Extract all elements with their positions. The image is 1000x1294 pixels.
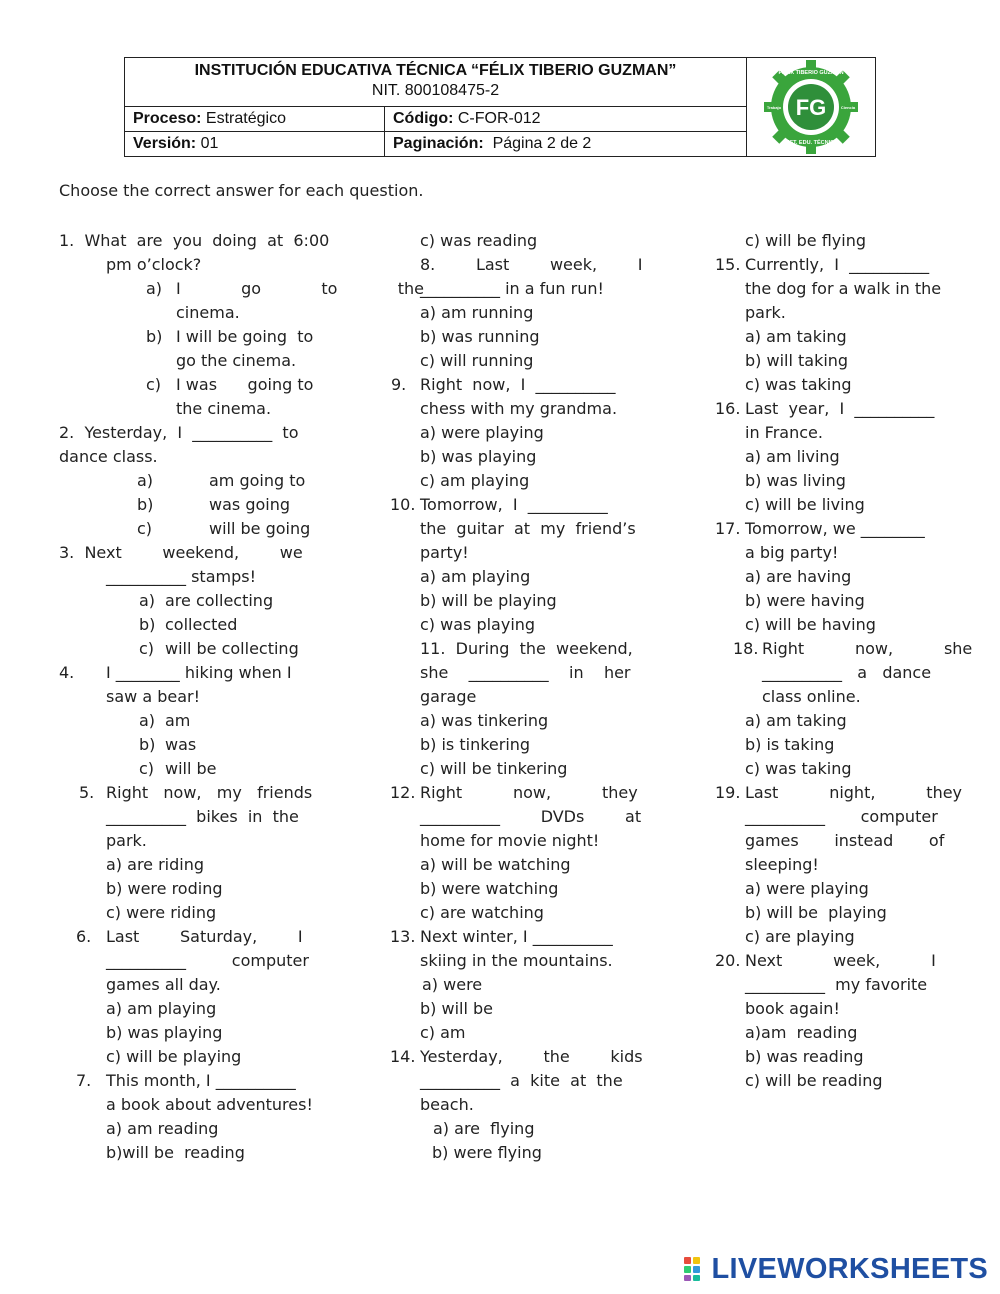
- q2-option-c: will be going: [209, 519, 311, 538]
- q18-stem-end: class online.: [762, 687, 861, 706]
- q16-option-a: a) am living: [745, 447, 840, 466]
- q18-option-a: a) am taking: [745, 711, 847, 730]
- q16-option-c: c) will be living: [745, 495, 865, 514]
- q19-stem-cont2: games instead of: [745, 831, 945, 850]
- logo-side-left: Trabajo: [766, 105, 782, 110]
- q6-option-a: a) am playing: [106, 999, 217, 1018]
- liveworksheets-brand[interactable]: [683, 1253, 989, 1285]
- q12-number: 12.: [390, 783, 416, 802]
- q3-option-b: collected: [165, 615, 238, 634]
- instructions-text: Choose the correct answer for each question.: [59, 181, 424, 200]
- q13-option-a: a) were: [422, 975, 483, 994]
- q2-option-b-label: b): [137, 495, 154, 514]
- q14-option-c: c) will be flying: [745, 231, 867, 250]
- logo-initials: FG: [795, 95, 827, 120]
- q12-option-c: c) are watching: [420, 903, 544, 922]
- q5-option-c: c) were riding: [106, 903, 217, 922]
- q17-option-b: b) were having: [745, 591, 865, 610]
- header-row-version: [125, 132, 747, 157]
- proceso-cell: [125, 107, 385, 131]
- q10-option-a: a) am playing: [420, 567, 531, 586]
- q10-stem: Tomorrow, I __________: [420, 495, 608, 514]
- q8-option-c: c) will running: [420, 351, 534, 370]
- q17-option-a: a) are having: [745, 567, 852, 586]
- q12-stem: Right now, they: [420, 783, 638, 802]
- q7-option-b: b)will be reading: [106, 1143, 245, 1162]
- q20-option-c: c) will be reading: [745, 1071, 883, 1090]
- q4-option-c: will be: [165, 759, 217, 778]
- paginacion-label: Paginación:: [393, 135, 484, 152]
- codigo-value: C-FOR-012: [457, 110, 541, 127]
- q1-option-b-cont: go the cinema.: [176, 351, 297, 370]
- q6-stem-end: games all day.: [106, 975, 221, 994]
- q14-option-a: a) are flying: [433, 1119, 535, 1138]
- q14-option-b: b) were flying: [432, 1143, 542, 1162]
- q9-option-b: b) was playing: [420, 447, 537, 466]
- q8-stem: 8. Last week, I: [420, 255, 643, 274]
- q4-option-a: am: [165, 711, 191, 730]
- logo-ring-text: FELIX TIBERIO GUZMAN: [778, 70, 844, 76]
- q4-option-a-label: a): [139, 711, 156, 730]
- gear-logo-icon: [759, 60, 863, 154]
- q8-stem-cont: __________ in a fun run!: [420, 279, 604, 298]
- q16-stem: Last year, I __________: [745, 399, 935, 418]
- q5-stem-cont: __________ bikes in the: [106, 807, 299, 826]
- q9-option-c: c) am playing: [420, 471, 530, 490]
- q5-stem-end: park.: [106, 831, 147, 850]
- q7-option-a: a) am reading: [106, 1119, 219, 1138]
- q15-stem: Currently, I __________: [745, 255, 930, 274]
- q20-option-a: a)am reading: [745, 1023, 858, 1042]
- proceso-label: Proceso:: [133, 110, 202, 127]
- header-row-proceso: [125, 107, 747, 132]
- q15-option-c: c) was taking: [745, 375, 852, 394]
- q1-option-c-label: c): [146, 375, 162, 394]
- q20-stem-end: book again!: [745, 999, 840, 1018]
- q18-stem-cont: __________ a dance: [762, 663, 932, 682]
- q1-option-c-cont: the cinema.: [176, 399, 272, 418]
- q10-option-b: b) will be playing: [420, 591, 557, 610]
- q5-stem: Right now, my friends: [106, 783, 313, 802]
- q12-stem-end: home for movie night!: [420, 831, 600, 850]
- q1-stem-cont: pm o’clock?: [106, 255, 202, 274]
- q9-number: 9.: [391, 375, 407, 394]
- q10-stem-end: party!: [420, 543, 469, 562]
- q11-option-a: a) was tinkering: [420, 711, 549, 730]
- q1-stem: 1. What are you doing at 6:00: [59, 231, 330, 250]
- q14-stem-cont: __________ a kite at the: [420, 1071, 623, 1090]
- q1-option-c: I was going to: [176, 375, 314, 394]
- proceso-value: Estratégico: [205, 110, 286, 127]
- q10-stem-cont: the guitar at my friend’s: [420, 519, 636, 538]
- q12-option-b: b) were watching: [420, 879, 559, 898]
- q2-option-a: am going to: [209, 471, 306, 490]
- q6-stem: Last Saturday, I: [106, 927, 303, 946]
- nit-number: NIT. 800108475-2: [371, 82, 500, 99]
- q11-stem-cont: she __________ in her: [420, 663, 631, 682]
- q1-option-b-label: b): [146, 327, 163, 346]
- q5-option-a: a) are riding: [106, 855, 205, 874]
- q15-stem-end: park.: [745, 303, 786, 322]
- q19-option-a: a) were playing: [745, 879, 869, 898]
- q6-option-c: c) will be playing: [106, 1047, 242, 1066]
- q18-stem: Right now, she: [762, 639, 973, 658]
- q16-stem-cont: in France.: [745, 423, 823, 442]
- q19-stem-end: sleeping!: [745, 855, 819, 874]
- q9-stem: Right now, I __________: [420, 375, 616, 394]
- version-cell: [125, 132, 385, 156]
- q7-option-c: c) was reading: [420, 231, 538, 250]
- q8-option-b: b) was running: [420, 327, 540, 346]
- q3-option-a-label: a): [139, 591, 156, 610]
- liveworksheets-wordmark: LIVEWORKSHEETS: [711, 1252, 988, 1285]
- institution-name: INSTITUCIÓN EDUCATIVA TÉCNICA “FÉLIX TIBERIO GUZMAN”: [194, 62, 677, 79]
- q9-stem-cont: chess with my grandma.: [420, 399, 618, 418]
- q2-option-b: was going: [209, 495, 290, 514]
- q1-option-a-label: a): [146, 279, 163, 298]
- q16-option-b: b) was living: [745, 471, 846, 490]
- q13-option-c: c) am: [420, 1023, 466, 1042]
- q6-option-b: b) was playing: [106, 1023, 223, 1042]
- codigo-cell: [385, 107, 747, 131]
- q2-stem-cont: dance class.: [59, 447, 158, 466]
- q18-option-c: c) was taking: [745, 759, 852, 778]
- q3-option-a: are collecting: [165, 591, 274, 610]
- q3-option-b-label: b): [139, 615, 156, 634]
- paginacion-cell: [385, 132, 747, 156]
- q16-number: 16.: [715, 399, 741, 418]
- liveworksheets-logo-icon: [683, 1256, 709, 1282]
- school-logo: [747, 58, 875, 156]
- q8-option-a: a) am running: [420, 303, 534, 322]
- q11-option-c: c) will be tinkering: [420, 759, 568, 778]
- q15-option-a: a) am taking: [745, 327, 847, 346]
- q7-number: 7.: [76, 1071, 92, 1090]
- q14-stem-end: beach.: [420, 1095, 474, 1114]
- q7-stem: This month, I __________: [106, 1071, 296, 1090]
- paginacion-value: Página 2 de 2: [492, 135, 592, 152]
- version-value: 01: [200, 135, 219, 152]
- q17-stem: Tomorrow, we ________: [745, 519, 925, 538]
- q17-stem-cont: a big party!: [745, 543, 839, 562]
- q19-number: 19.: [715, 783, 741, 802]
- q9-option-a: a) were playing: [420, 423, 544, 442]
- q4-option-b-label: b): [139, 735, 156, 754]
- logo-bottom-text: INST. EDU. TÉCNICA: [783, 140, 839, 146]
- q19-stem: Last night, they: [745, 783, 963, 802]
- q11-stem: 11. During the weekend,: [420, 639, 633, 658]
- q18-option-b: b) is taking: [745, 735, 835, 754]
- q1-option-b: I will be going to: [176, 327, 314, 346]
- q14-number: 14.: [390, 1047, 416, 1066]
- q4-stem: I ________ hiking when I: [106, 663, 292, 682]
- q15-number: 15.: [715, 255, 741, 274]
- q19-option-c: c) are playing: [745, 927, 855, 946]
- logo-side-right: Ciencia: [840, 105, 856, 110]
- q14-stem: Yesterday, the kids: [420, 1047, 643, 1066]
- q6-number: 6.: [76, 927, 92, 946]
- q1-option-a-cont: cinema.: [176, 303, 240, 322]
- q3-option-c-label: c): [139, 639, 155, 658]
- q12-option-a: a) will be watching: [420, 855, 571, 874]
- q4-option-b: was: [165, 735, 197, 754]
- q15-stem-cont: the dog for a walk in the: [745, 279, 942, 298]
- q12-stem-cont: __________ DVDs at: [420, 807, 642, 826]
- q13-stem: Next winter, I __________: [420, 927, 613, 946]
- q2-option-c-label: c): [137, 519, 153, 538]
- q20-stem-cont: __________ my favorite: [745, 975, 928, 994]
- q13-stem-cont: skiing in the mountains.: [420, 951, 613, 970]
- q17-number: 17.: [715, 519, 741, 538]
- q2-option-a-label: a): [137, 471, 154, 490]
- q4-option-c-label: c): [139, 759, 155, 778]
- q7-stem-cont: a book about adventures!: [106, 1095, 313, 1114]
- q3-stem: 3. Next weekend, we: [59, 543, 303, 562]
- q20-option-b: b) was reading: [745, 1047, 864, 1066]
- header-title-cell: [125, 58, 747, 107]
- q17-option-c: c) will be having: [745, 615, 876, 634]
- q5-option-b: b) were roding: [106, 879, 223, 898]
- q6-stem-cont: __________ computer: [106, 951, 309, 970]
- q10-number: 10.: [390, 495, 416, 514]
- q13-number: 13.: [390, 927, 416, 946]
- q19-option-b: b) will be playing: [745, 903, 887, 922]
- q19-stem-cont: __________ computer: [745, 807, 938, 826]
- q11-stem-end: garage: [420, 687, 477, 706]
- q4-stem-cont: saw a bear!: [106, 687, 200, 706]
- q11-option-b: b) is tinkering: [420, 735, 531, 754]
- q2-stem: 2. Yesterday, I __________ to: [59, 423, 299, 442]
- codigo-label: Código:: [393, 110, 454, 127]
- q20-number: 20.: [715, 951, 741, 970]
- document-header-table: [124, 57, 876, 157]
- q5-number: 5.: [79, 783, 95, 802]
- q3-option-c: will be collecting: [165, 639, 299, 658]
- q4-number: 4.: [59, 663, 75, 682]
- q15-option-b: b) will taking: [745, 351, 849, 370]
- q20-stem: Next week, I: [745, 951, 936, 970]
- q18-number: 18.: [733, 639, 759, 658]
- version-label: Versión:: [133, 135, 197, 152]
- q10-option-c: c) was playing: [420, 615, 536, 634]
- q1-option-a: I go to the: [176, 279, 425, 298]
- q3-stem-cont: __________ stamps!: [106, 567, 256, 586]
- q13-option-b: b) will be: [420, 999, 493, 1018]
